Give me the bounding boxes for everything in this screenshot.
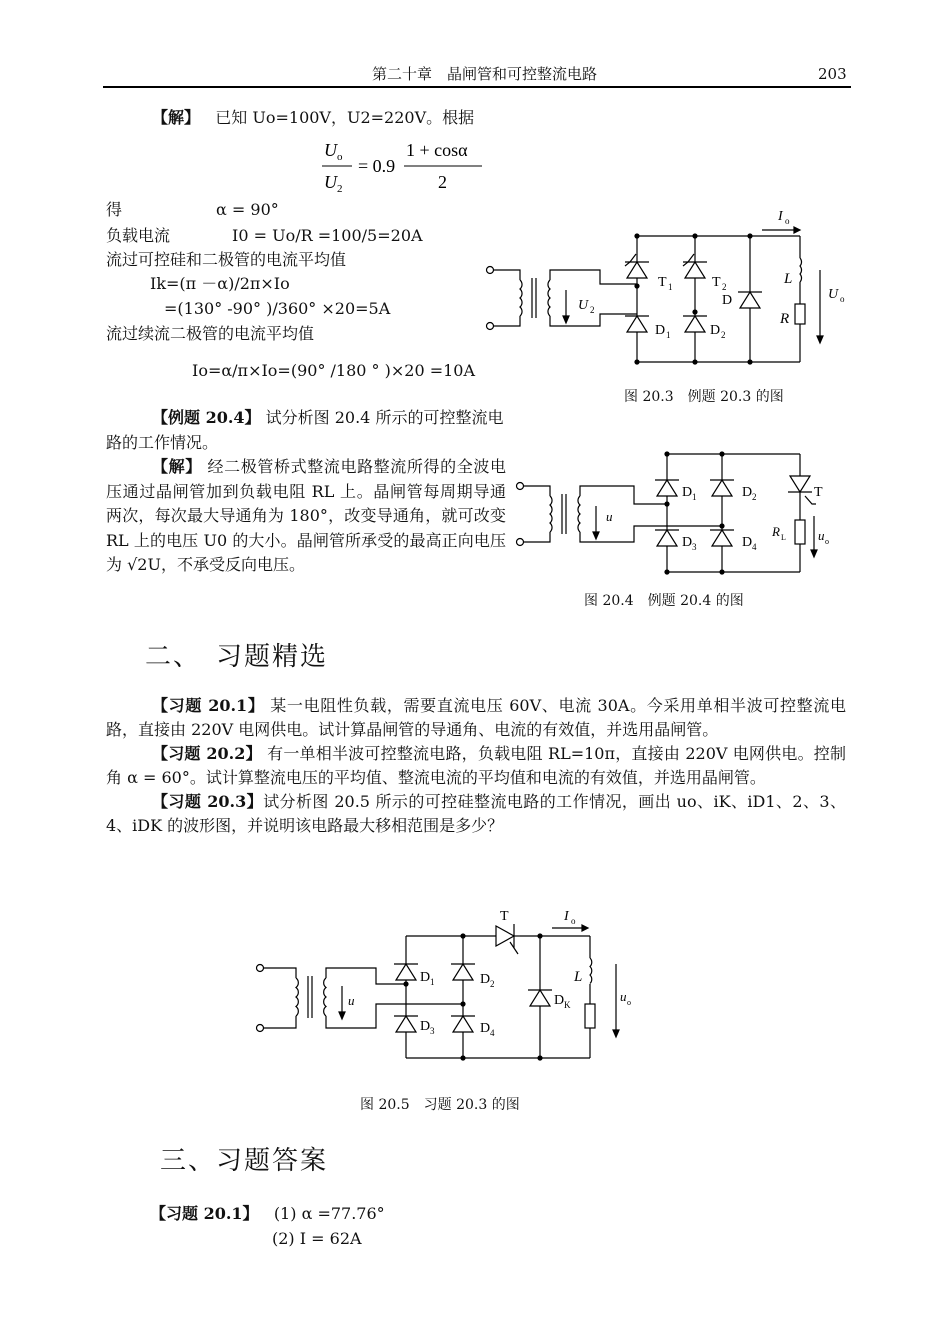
caption-figure-20-5: 图 20.5 习题 20.3 的图	[360, 1097, 520, 1113]
svg-text:2: 2	[590, 305, 595, 315]
load-current-label: 负载电流	[106, 226, 171, 245]
answer-20-1	[150, 1202, 385, 1226]
svg-text:U: U	[324, 172, 337, 192]
svg-text:= 0.9: = 0.9	[358, 156, 396, 176]
freewheel-line: 流过续流二极管的电流平均值	[106, 324, 315, 343]
section-3-title: 三、习题答案	[160, 1146, 329, 1176]
svg-text:L: L	[781, 533, 786, 542]
circuit-figure-20-3	[480, 206, 860, 366]
label-20-5-d1: D	[420, 970, 431, 985]
scr-current-line: 流过可控硅和二极管的电流平均值	[106, 250, 347, 269]
solution-label: 【解】 已知 Uo=100V，U2=220V。根据	[152, 108, 475, 127]
caption-figure-20-4: 图 20.4 例题 20.4 的图	[584, 593, 744, 609]
diode-d2	[683, 316, 707, 332]
svg-text:U: U	[324, 140, 337, 160]
ik-calc: =(130° -90° )/360° ×20=5A	[164, 299, 391, 318]
thyristor-t-20-5	[496, 924, 520, 954]
diode-d1	[625, 316, 649, 332]
svg-text:o: o	[627, 998, 631, 1007]
label-20-5-d3: D	[420, 1019, 431, 1034]
label-uo: U	[828, 287, 839, 302]
svg-text:1: 1	[430, 977, 435, 987]
exercise-20-1: 【习题 20.1】 某一电阻性负载，需要直流电压 60V、电流 30A。今采用单相半波可控整流电路，直接由 220V 电网供电。试计算晶闸管的导通角、电流的有效值，并选用晶闸管。	[106, 696, 846, 739]
line-get-label: 得	[106, 200, 123, 219]
svg-text:1: 1	[666, 330, 671, 340]
label-d2: D	[710, 323, 721, 338]
label-d: D	[722, 293, 733, 308]
load-current-formula: I0 = Uo/R =100/5=20A	[232, 226, 423, 245]
arrow-io	[794, 227, 800, 233]
label-20-4-rl: R	[772, 524, 780, 539]
diode-dk	[528, 990, 552, 1006]
input-terminal-bottom	[487, 323, 494, 330]
svg-text:4: 4	[490, 1028, 495, 1038]
svg-text:2: 2	[752, 492, 757, 502]
label-20-4-d1: D	[682, 485, 693, 500]
page-number: 203	[818, 65, 847, 83]
label-u2: U	[578, 298, 589, 313]
thyristor-t-20-4	[788, 476, 816, 504]
svg-text:3: 3	[692, 542, 697, 552]
example-20-4-block	[106, 406, 506, 578]
transformer-primary-20-4	[550, 496, 552, 532]
formula-uo-u2	[320, 136, 490, 196]
label-20-4-uo: u	[818, 528, 825, 543]
label-20-5-l: L	[574, 969, 583, 985]
label-20-4-d4: D	[742, 535, 753, 550]
inductor-l	[800, 258, 802, 282]
label-20-5-dk: D	[554, 993, 565, 1008]
svg-text:o: o	[825, 537, 829, 546]
label-20-5-u: u	[348, 993, 355, 1008]
circuit-figure-20-5	[250, 904, 650, 1064]
label-io: I	[778, 209, 783, 224]
svg-text:2: 2	[438, 172, 447, 192]
formula-graphic	[320, 136, 490, 196]
example-20-4-question: 【例题 20.4】 试分析图 20.4 所示的可控整流电路的工作情况。	[106, 408, 504, 452]
exercise-20-3: 【习题 20.3】试分析图 20.5 所示的可控硅整流电路的工作情况，画出 uo、iK、iD1、2、3、4、iDK 的波形图，并说明该电路最大移相范围是多少？	[106, 792, 846, 835]
transformer-primary-20-5	[296, 978, 298, 1016]
svg-text:o: o	[785, 216, 790, 226]
input-terminal-top	[487, 267, 494, 274]
label-l: L	[784, 271, 793, 287]
exercises-block	[106, 694, 846, 838]
label-20-5-uo: u	[620, 989, 627, 1004]
caption-figure-20-3: 图 20.3 例题 20.3 的图	[624, 389, 784, 405]
svg-text:2: 2	[490, 979, 495, 989]
svg-text:K: K	[564, 1000, 571, 1010]
transformer-secondary-20-5	[324, 978, 326, 1016]
resistor-r	[795, 304, 805, 324]
arrow-uo	[817, 336, 823, 343]
svg-text:3: 3	[430, 1026, 435, 1036]
running-header-chapter: 第二十章 晶闸管和可控整流电路	[372, 65, 598, 83]
label-20-5-t: T	[500, 909, 509, 924]
svg-text:1: 1	[668, 282, 673, 292]
example-20-4-answer: 【解】 经二极管桥式整流电路整流所得的全波电压通过晶闸管加到负载电阻 RL 上。晶闸管每周期导通两次，每次最大导通角为 180°，改变导通角，就可改变 RL 上的电压 U0 的大小。晶闸管所承受的最高正向电压为 √2U，不承受反向电压。	[106, 457, 506, 574]
answer-20-1-item1: (1) α =77.76°	[273, 1204, 385, 1223]
label-20-4-d3: D	[682, 535, 693, 550]
label-d1: D	[655, 323, 666, 338]
label-20-4-t: T	[814, 485, 823, 500]
label-20-4-u: u	[606, 509, 613, 524]
section-2-title: 二、 习题精选	[145, 642, 329, 672]
svg-text:2: 2	[721, 330, 726, 340]
svg-text:o: o	[337, 151, 343, 163]
arrow-u2	[563, 316, 569, 323]
header-rule	[103, 86, 851, 88]
io-formula: Io=α/π×Io=(90° /180 ° )×20 =10A	[192, 361, 476, 380]
circuit-figure-20-4	[510, 446, 850, 586]
svg-text:1: 1	[692, 492, 697, 502]
label-20-5-d2: D	[480, 972, 491, 987]
svg-text:2: 2	[722, 282, 727, 292]
label-20-5-io: I	[564, 909, 569, 924]
transformer-primary	[520, 280, 522, 316]
resistor-rl	[795, 520, 805, 544]
inductor-l-20-5	[590, 958, 592, 984]
answer-20-1-label: 【习题 20.1】	[150, 1204, 259, 1223]
answer-20-1-item2: (2) I = 62A	[272, 1229, 362, 1248]
exercise-20-2: 【习题 20.2】 有一单相半波可控整流电路，负载电阻 RL=10π，直接由 220V 电网供电。控制角 α = 60°。试计算整流电压的平均值、整流电流的平均值和电流的有效值，并选用晶闸管。	[106, 744, 846, 787]
ik-formula: Ik=(π －α)/2π×Io	[150, 274, 290, 293]
label-t2: T	[712, 275, 721, 290]
label-r: R	[780, 311, 790, 327]
solution-given: 已知 Uo=100V，U2=220V。根据	[215, 108, 475, 127]
svg-text:o: o	[571, 916, 576, 926]
transformer-secondary	[548, 280, 550, 316]
label-20-5-d4: D	[480, 1021, 491, 1036]
label-t1: T	[658, 275, 667, 290]
resistor-20-5	[585, 1004, 595, 1028]
svg-text:4: 4	[752, 542, 757, 552]
transformer-secondary-20-4	[578, 496, 580, 532]
label-20-4-d2: D	[742, 485, 753, 500]
line-get-value: α = 90°	[216, 200, 279, 219]
svg-text:1 + cosα: 1 + cosα	[406, 140, 468, 160]
svg-text:2: 2	[337, 183, 343, 195]
svg-text:o: o	[840, 294, 845, 304]
diode-d	[738, 292, 762, 308]
